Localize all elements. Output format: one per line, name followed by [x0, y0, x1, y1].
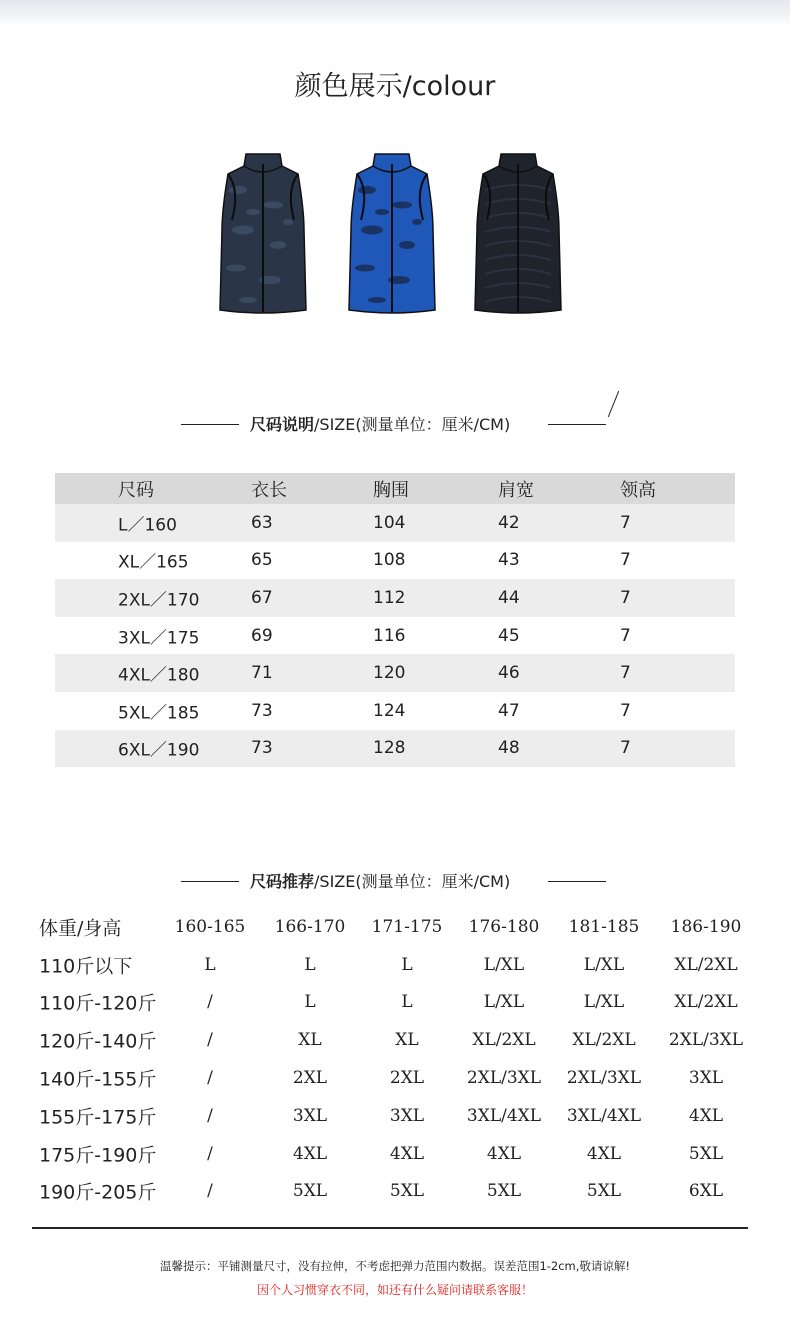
size-table-cell: 71 — [251, 663, 273, 684]
size-table-cell: 7 — [620, 700, 631, 721]
size-table-cell: 124 — [373, 700, 406, 721]
weight-range-label: 155斤-175斤 — [39, 1106, 157, 1129]
recommended-size-cell: L — [304, 992, 316, 1013]
size-table-cell: L／160 — [118, 515, 177, 536]
recommended-size-cell: / — [207, 1030, 213, 1051]
weight-range-label: 190斤-205斤 — [39, 1181, 157, 1204]
size-table-cell: 4XL／180 — [118, 665, 200, 686]
size-table-cell: 43 — [498, 550, 520, 571]
recommend-table-row — [0, 1135, 790, 1173]
recommended-size-cell: 3XL — [688, 1068, 724, 1089]
recommended-size-cell: XL/2XL — [674, 954, 738, 975]
recommended-size-cell: / — [207, 992, 213, 1013]
size-table-cell: 48 — [498, 738, 520, 759]
size-recommendation-table — [0, 908, 790, 1210]
size-table-cell: 7 — [620, 663, 631, 684]
size-table-header-cell: 尺码 — [118, 479, 154, 501]
recommended-size-cell: 5XL — [486, 1181, 522, 1202]
recommended-size-cell: 4XL — [586, 1143, 622, 1164]
recommended-size-cell: XL/2XL — [674, 992, 738, 1013]
recommend-section-header — [0, 867, 790, 897]
recommended-size-cell: L/XL — [583, 992, 625, 1013]
size-table-cell: 73 — [251, 738, 273, 759]
header-line-right — [548, 424, 606, 425]
size-table-cell: 7 — [620, 512, 631, 533]
recommended-size-cell: 2XL/3XL — [466, 1068, 542, 1089]
recommended-size-cell: / — [207, 1181, 213, 1202]
size-table-row — [55, 504, 735, 542]
size-table-cell: 7 — [620, 738, 631, 759]
size-table-cell: 47 — [498, 700, 520, 721]
size-table-cell: 3XL／175 — [118, 628, 200, 649]
recommend-table-row — [0, 1059, 790, 1097]
size-table-cell: 104 — [373, 512, 406, 533]
recommend-table-header — [0, 908, 790, 946]
height-range-header: 176-180 — [468, 916, 540, 937]
recommended-size-cell: L/XL — [483, 954, 525, 975]
recommended-size-cell: 6XL — [688, 1181, 724, 1202]
height-range-header: 166-170 — [274, 916, 346, 937]
weight-range-label: 140斤-155斤 — [39, 1068, 157, 1091]
recommended-size-cell: 2XL — [292, 1068, 328, 1089]
size-table-cell: 7 — [620, 587, 631, 608]
weight-range-label: 110斤-120斤 — [39, 992, 157, 1015]
bottom-divider — [32, 1227, 748, 1229]
size-table-cell: 45 — [498, 625, 520, 646]
size-section-title: 尺码说明/SIZE(测量单位：厘米/CM) — [250, 415, 511, 434]
recommended-size-cell: / — [207, 1105, 213, 1126]
top-banner-strip — [0, 0, 790, 26]
size-table-cell: 7 — [620, 625, 631, 646]
size-table-header-cell: 领高 — [620, 479, 656, 501]
recommended-size-cell: L/XL — [483, 992, 525, 1013]
recommend-section-title: 尺码推荐/SIZE(测量单位：厘米/CM) — [250, 872, 511, 891]
size-table-cell: 5XL／185 — [118, 703, 200, 724]
navy-camo-vest-image — [218, 150, 308, 316]
size-table-header-cell: 胸围 — [373, 479, 409, 501]
recommended-size-cell: L — [401, 992, 413, 1013]
recommend-table-row — [0, 946, 790, 984]
recommended-size-cell: 2XL/3XL — [668, 1030, 744, 1051]
recommended-size-cell: 5XL — [292, 1181, 328, 1202]
recommend-table-row — [0, 1021, 790, 1059]
recommended-size-cell: 3XL/4XL — [466, 1105, 542, 1126]
recommended-size-cell: 3XL/4XL — [566, 1105, 642, 1126]
size-table-cell: 67 — [251, 587, 273, 608]
size-table-row — [55, 542, 735, 580]
recommended-size-cell: 4XL — [688, 1105, 724, 1126]
height-range-header: 171-175 — [371, 916, 443, 937]
customer-service-warning: 因个人习惯穿衣不同，如还有什么疑问请联系客服！ — [256, 1283, 533, 1297]
size-table-row — [55, 692, 735, 730]
recommended-size-cell: 3XL — [292, 1105, 328, 1126]
size-table-cell: 69 — [251, 625, 273, 646]
size-table-header — [55, 473, 735, 504]
size-table-cell: 44 — [498, 587, 520, 608]
recommended-size-cell: / — [207, 1068, 213, 1089]
recommend-table-row — [0, 1173, 790, 1211]
recommended-size-cell: XL — [298, 1030, 322, 1051]
decorative-slash — [608, 391, 619, 417]
recommended-size-cell: 4XL — [486, 1143, 522, 1164]
weight-range-label: 110斤以下 — [39, 955, 133, 978]
size-chart-table — [55, 473, 735, 767]
recommended-size-cell: 4XL — [292, 1143, 328, 1164]
size-table-cell: 108 — [373, 550, 406, 571]
size-table-cell: 65 — [251, 550, 273, 571]
recommend-table-row — [0, 984, 790, 1022]
size-table-cell: 112 — [373, 587, 406, 608]
recommended-size-cell: 2XL — [389, 1068, 425, 1089]
size-table-cell: 46 — [498, 663, 520, 684]
height-range-header: 160-165 — [174, 916, 246, 937]
recommended-size-cell: L — [304, 954, 316, 975]
recommended-size-cell: 3XL — [389, 1105, 425, 1126]
recommended-size-cell: L — [204, 954, 216, 975]
size-table-cell: 73 — [251, 700, 273, 721]
recommend-table-row — [0, 1097, 790, 1135]
colour-section-title: 颜色展示/colour — [294, 71, 496, 102]
recommended-size-cell: XL/2XL — [572, 1030, 636, 1051]
recommended-size-cell: 5XL — [389, 1181, 425, 1202]
recommended-size-cell: / — [207, 1143, 213, 1164]
size-table-cell: 116 — [373, 625, 406, 646]
size-table-cell: 120 — [373, 663, 406, 684]
recommended-size-cell: XL — [395, 1030, 419, 1051]
recommended-size-cell: 2XL/3XL — [566, 1068, 642, 1089]
recommended-size-cell: 5XL — [586, 1181, 622, 1202]
size-table-header-cell: 肩宽 — [498, 479, 534, 501]
size-table-cell: 2XL／170 — [118, 590, 200, 611]
header-line-right — [548, 881, 606, 882]
recommended-size-cell: 5XL — [688, 1143, 724, 1164]
size-section-header — [0, 410, 790, 440]
size-table-header-cell: 衣长 — [251, 479, 287, 501]
size-table-cell: 128 — [373, 738, 406, 759]
size-table-cell: 63 — [251, 512, 273, 533]
weight-range-label: 175斤-190斤 — [39, 1144, 157, 1167]
size-table-row — [55, 730, 735, 768]
header-line-left — [181, 881, 239, 882]
black-vest-image — [473, 150, 563, 316]
measurement-tip: 温馨提示：平铺测量尺寸，没有拉伸，不考虑把弹力范围内数据。误差范围1-2cm,敬请谅解! — [159, 1259, 631, 1273]
height-range-header: 181-185 — [568, 916, 640, 937]
blue-camo-vest-image — [347, 150, 437, 316]
recommended-size-cell: 4XL — [389, 1143, 425, 1164]
height-range-header: 186-190 — [670, 916, 742, 937]
recommended-size-cell: L/XL — [583, 954, 625, 975]
size-table-cell: 42 — [498, 512, 520, 533]
size-table-row — [55, 617, 735, 655]
size-table-cell: XL／165 — [118, 552, 189, 573]
recommended-size-cell: XL/2XL — [472, 1030, 536, 1051]
size-table-cell: 6XL／190 — [118, 740, 200, 761]
weight-range-label: 120斤-140斤 — [39, 1030, 157, 1053]
size-table-cell: 7 — [620, 550, 631, 571]
recommended-size-cell: L — [401, 954, 413, 975]
size-table-row — [55, 579, 735, 617]
size-table-row — [55, 654, 735, 692]
weight-height-label: 体重/身高 — [39, 917, 122, 940]
header-line-left — [181, 424, 239, 425]
